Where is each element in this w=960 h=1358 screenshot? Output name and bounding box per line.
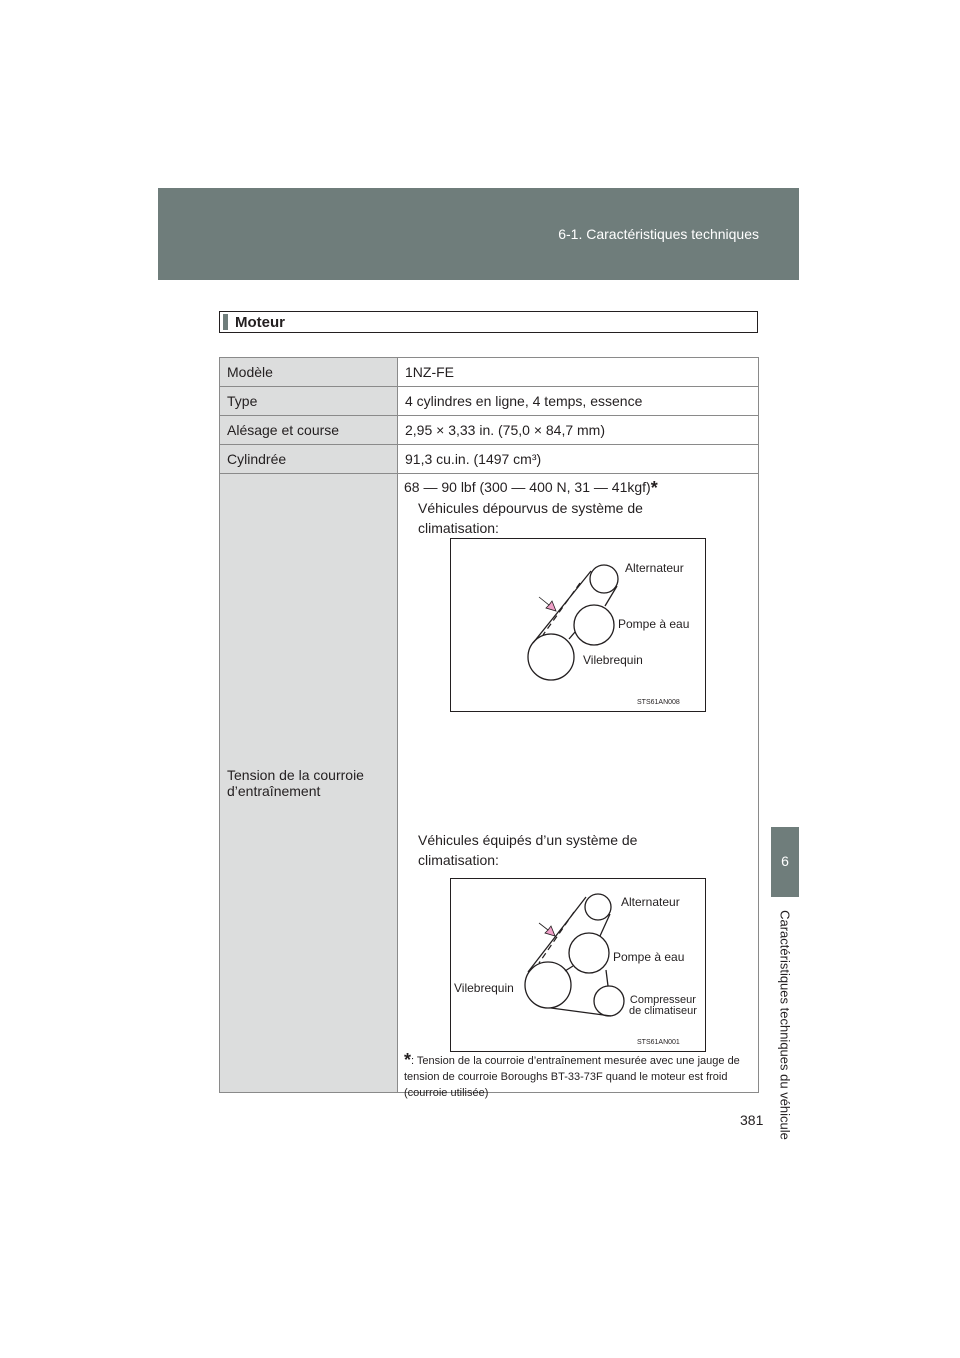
belt-tension-value: [404, 478, 658, 499]
label-alternator: Alternateur: [625, 561, 684, 575]
case-without-ac: Véhicules dépourvus de système de climatisation:: [418, 500, 643, 536]
section-title: Moteur: [235, 314, 285, 331]
section-marker: [223, 314, 228, 330]
row-value: 91,3 cu.in. (1497 cm³): [398, 445, 759, 474]
table-row: [220, 387, 759, 416]
case-with-ac: Véhicules équipés d’un système de climatisation:: [418, 832, 638, 868]
row-label: Modèle: [220, 358, 398, 387]
label-crankshaft: Vilebrequin: [583, 653, 643, 667]
footnote-text: : Tension de la courroie d’entraînement mesurée avec une jauge de tension de courroie Boroughs BT-33-73F quand le moteur est froid (courroie utilisée): [404, 1055, 740, 1099]
label-ac-compressor: [629, 995, 697, 1017]
label-ac-compressor-line1: Compresseur: [629, 994, 696, 1006]
page-number: 381: [740, 1112, 764, 1128]
chapter-header: [158, 188, 799, 280]
belt-tension-cell: [398, 474, 759, 1099]
figure-code: STS61AN001: [637, 1039, 680, 1046]
belt-diagram-with-ac: [450, 878, 706, 1052]
label-ac-compressor-line2: de climatiseur: [629, 1005, 697, 1017]
label-alternator: Alternateur: [621, 895, 680, 909]
section-heading: [219, 311, 758, 333]
header-section-title: 6-1. Caractéristiques techniques: [558, 226, 759, 242]
chapter-label-text: Caractéristiques techniques du véhicule: [777, 910, 793, 1140]
figure-code: STS61AN008: [637, 699, 680, 706]
inspection-arrow-icon: [539, 923, 555, 936]
label-crankshaft: Vilebrequin: [454, 981, 514, 995]
row-value: 2,95 × 3,33 in. (75,0 × 84,7 mm): [398, 416, 759, 445]
label-water-pump: Pompe à eau: [618, 617, 690, 631]
chapter-number: 6: [781, 853, 789, 869]
row-value: 1NZ-FE: [398, 358, 759, 387]
table-row: [220, 358, 759, 387]
belt-diagram-no-ac: [450, 538, 706, 712]
inspection-arrow-icon: [539, 597, 556, 611]
footnote-star: *: [404, 1050, 412, 1070]
belt-tension-text: 68 — 90 lbf (300 — 400 N, 31 — 41kgf): [404, 479, 651, 495]
engine-spec-table: [219, 357, 759, 1099]
table-row: [220, 445, 759, 474]
row-label: Alésage et course: [220, 416, 398, 445]
row-label: Type: [220, 387, 398, 416]
chapter-side-label: [776, 910, 794, 1140]
row-value: 4 cylindres en ligne, 4 temps, essence: [398, 387, 759, 416]
label-water-pump: Pompe à eau: [613, 950, 685, 964]
table-row: [220, 416, 759, 445]
row-label: Tension de la courroie d’entraînement: [220, 474, 398, 1093]
footnote-marker: *: [650, 478, 658, 498]
footnote: [404, 1052, 744, 1101]
chapter-tab: [771, 827, 799, 897]
row-label: Cylindrée: [220, 445, 398, 474]
table-row: [220, 474, 759, 1093]
